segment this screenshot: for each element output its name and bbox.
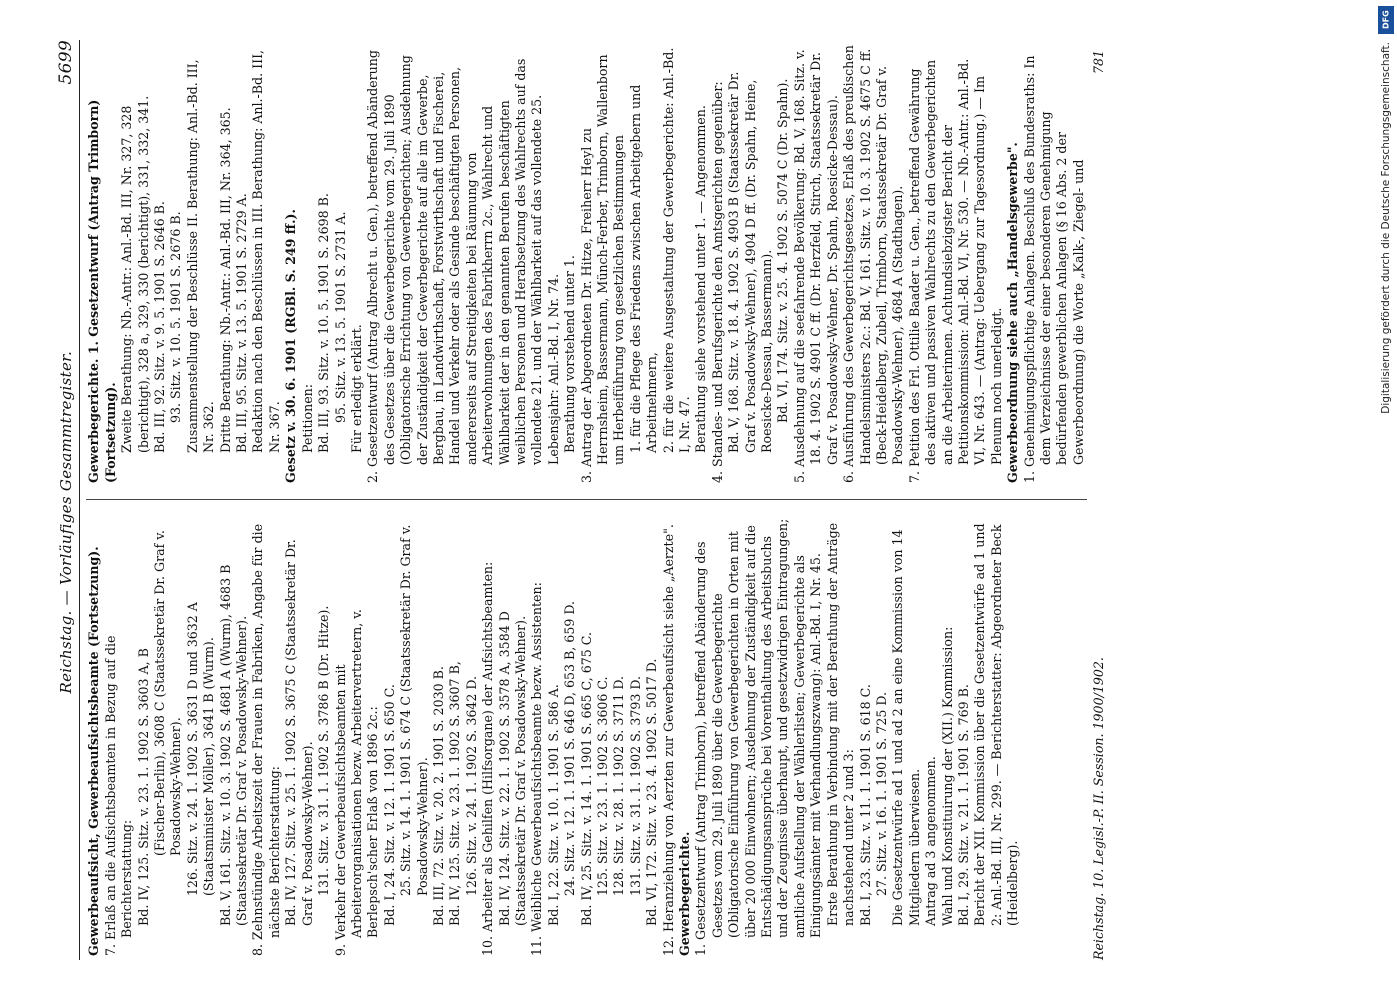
left-column-entry: Bd. I, 22. Sitz. v. 10. 1. 1901 S. 586 A. [545,684,561,926]
right-column-entry: 1. Genehmigungspflichtige Anlagen. Beschluß des Bundesraths: In dem Verzeichnisse der einer besonderen Genehmigung bedürfenden gewerblichen Anlagen (§ 16 Abs. 2 der Gewerbeordnung) die Worte „Kalk-, Ziegel- und [1021,55,1086,483]
left-column-entry: 11. Weibliche Gewerbeaufsichtsbeamte bezw. Assistenten: [529,582,545,956]
left-column-entry: (Fischer-Berlin), 3608 C (Staatssekretär Dr. Graf v. Posadowsky-Wehner). [152,530,184,856]
left-column-entry: Bd. I, 23. Sitz. v. 11. 1. 1901 S. 618 C. [857,684,873,926]
left-column-entry: 131. Sitz. v. 31. 1. 1902 S. 3786 B (Dr. Hitze). [316,605,332,896]
left-column-entry: 10. Arbeiter als Gehilfen (Hilfsorgane) der Aufsichtsbeamten: [480,561,496,956]
left-column-entry: Gewerbegerichte. [677,831,693,956]
right-column-entry: 4. Standes- und Berufsgerichte den Amtsgerichten gegenüber: [709,81,725,483]
left-column-entry: Bd. III, 72. Sitz. v. 20. 2. 1901 S. 2030 B. [430,666,446,926]
dfg-side-strip [1375,0,1397,1000]
left-column-entry: Bd. IV, 127. Sitz. v. 25. 1. 1902 S. 3675 C (Staatssekretär Dr. Graf v. Posadowsky-Wehner). [283,539,315,926]
left-column-entry: Bd. IV, 25. Sitz. v. 14. 1. 1901 S. 665 C, 675 C. [578,632,594,926]
left-column-entry: Erste Berathung in Verbindung mit der Berathung der Anträge nachstehend unter 2 und 3: [824,522,857,926]
page-header [58,40,80,960]
left-column-entry: 12. Heranziehung von Aerzten zur Gewerbeaufsicht siehe „Aerzte". [660,524,676,956]
left-column-entry: 25. Sitz. v. 14. 1. 1901 S. 674 C (Staatssekretär Dr. Graf v. Posadowsky-Wehner). [398,524,430,896]
document-page [30,0,1370,1000]
right-column-entry: Gesetz v. 30. 6. 1901 (RGBl. S. 249 ff.). [283,209,299,483]
right-column-entry: Berathung siehe vorstehend unter 1. — Angenommen. [693,105,709,453]
left-column-entry: Antrag ad 3 angenommen. [923,756,939,926]
text-columns [86,40,1087,960]
dfg-logo-icon: DFG [1378,6,1394,34]
right-column-entry: Gewerbeordnung siehe auch „Handelsgewerbe". [1005,142,1021,483]
right-column-entry: Zusammenstellung der Beschlüsse II. Berathung: Anl.-Bd. III, Nr. 362. [184,59,217,453]
right-column-entry: Bd. III, 95. Sitz. v. 13. 5. 1901 S. 2729 A. [234,193,250,453]
footer-session: Reichstag. 10. Legisl.-P. II. Session. 1900/1902. [1091,657,1107,960]
right-column-entry: Bd. VI, 174. Sitz. v. 25. 4. 1902 S. 5074 C (Dr. Spahn). [775,78,791,423]
right-column-entry: 6. Ausführung des Gewerbegerichtsgesetzes, Erlaß des preußischen Handelsministers 2c.: Bd. V, 161. Sitz. v. 10. 3. 1902 S. 4675 C ff. (Beck-Heidelberg, Zubeil, Trimborn, Staatssekretär Dr. Graf v. Posadowsky-Wehner), 4684 A (Stadthagen). [841,45,906,483]
left-column-entry: 24. Sitz. v. 12. 1. 1901 S. 646 D, 653 B, 659 D. [562,601,578,896]
right-column-entry: 3. Antrag der Abgeordneten Dr. Hitze, Freiherr Heyl zu Herrnsheim, Bassermann, Münch-Ferber, Trimborn, Wallenborn um Herbeiführung von gesetzlichen Bestimmungen [578,54,627,483]
left-column [86,500,1087,960]
left-column-entry: Bd. IV, 124. Sitz. v. 22. 1. 1902 S. 3578 A, 3584 D (Staatssekretär Dr. Graf v. Posadowsky-Wehner). [496,611,528,926]
left-column-entry: 1. Gesetzentwurf (Antrag Trimborn), betreffend Abänderung des Gesetzes vom 29. Juli 1890 über die Gewerbegerichte (Obligatorische Einführung von Gewerbegerichten in Orten mit über 20 000 Einwohnern; Ausdehnung der Zuständigkeit auf die Entschädigungsansprüche bei Vorenthaltung des Arbeitsbuchs und der Zeugnisse überhaupt, und gesetzwidrigen Eintragungen; amtliche Aufstellung der Wählerlisten; Gewerbegerichte als Einigungsämter mit Verhandlungszwang): Anl.-Bd. I, Nr. 45. [693,518,824,956]
right-column-entry: Zweite Berathung: Nb.-Antr.: Anl.-Bd. III, Nr. 327, 328 (berichtigt), 328 a, 329, 330 (berichtigt), 331, 332, 341. [119,95,151,453]
left-column-entry: Bd. IV, 125. Sitz. v. 23. 1. 1902 S. 3607 B, [447,661,463,926]
left-column-entry: Wahl und Konstituirung der (XII.) Kommission: [939,626,955,926]
page-number: 5699 [56,40,76,85]
right-column-entry: 2. für die weitere Ausgestaltung der Gewerbegerichte: Anl.-Bd. I, Nr. 47. [660,47,693,453]
left-column-entry: Bd. I, 24. Sitz. v. 12. 1. 1901 S. 650 C. [381,684,397,926]
right-column-entry: Bd. III, 92. Sitz. v. 9. 5. 1901 S. 2646 B. [152,201,168,453]
left-column-entry: 27. Sitz. v. 16. 1. 1901 S. 725 D. [873,692,889,896]
left-column-entry: Bd. I, 29. Sitz. v. 21. 1. 1901 S. 769 B. [955,684,971,926]
left-column-entry: Die Gesetzentwürfe ad 1 und ad 2 an eine Kommission von 14 Mitgliedern überwiesen. [890,529,922,926]
page-title: Reichstag. — Vorläufiges Gesammtregister. [57,350,75,694]
right-column-entry: 95. Sitz. v. 13. 5. 1901 S. 2731 A. [332,211,348,423]
left-column-entry: Gewerbeaufsicht, Gewerbeaufsichtsbeamte (Fortsetzung). [86,546,102,956]
left-column-entry: 128. Sitz. v. 28. 1. 1902 S. 3711 D. [611,675,627,896]
dfg-credit-text: Digitalisierung gefördert durch die Deutsche Forschungsgemeinschaft. [1380,42,1392,414]
left-column-entry: 125. Sitz. v. 23. 1. 1902 S. 3606 C. [595,676,610,896]
footer-signature: 781 [1091,50,1107,75]
left-column-entry: 126. Sitz. v. 24. 1. 1902 S. 3631 D und 3632 A (Staatsminister Möller), 3641 B (Wurm). [184,602,217,896]
left-column-entry: Bd. IV, 125. Sitz. v. 23. 1. 1902 S. 3603 A, B [135,648,151,926]
left-column-entry: 126. Sitz. v. 24. 1. 1902 S. 3642 D. [463,675,479,896]
right-column-entry: 2. Gesetzentwurf (Antrag Albrecht u. Gen.), betreffend Abänderung des Gesetzes über die Gewerbegerichte vom 29. Juli 1890 (Obligatorische Errichtung von Gewerbegerichten; Ausdehnung der Zuständigkeit der Gewerbegerichte auf alle im Gewerbe, Bergbau, in Landwirthschaft, Forstwirthschaft und Fischerei, Handel und Verkehr oder als Gesinde beschäftigten Personen, andererseits auf Streitigkeiten bei Räumung von Arbeiterwohnungen des Fabrikherrn 2c., Wahlrecht und Wählbarkeit der in den genannten Berufen beschäftigten weiblichen Personen und Herabsetzung des Wahlrechts auf das vollendete 21. und der Wählbarkeit auf das vollendete 25. Lebensjahr: Anl.-Bd. I, Nr. 74. [365,50,561,483]
right-column-entry: Für erledigt erklärt. [348,324,364,453]
right-column-entry: 93. Sitz. v. 10. 5. 1901 S. 2676 B. [168,211,184,423]
left-column-entry: Bd. VI, 172. Sitz. v. 23. 4. 1902 S. 5017 D. [644,658,660,926]
left-column-entry: 8. Zehnstündige Arbeitszeit der Frauen in Fabriken, Angabe für die nächste Berichterstattung: [250,523,282,956]
right-column-entry: 7. Petition des Frl. Ottilie Baader u. Gen., betreffend Gewährung des aktiven und passiven Wahlrechts zu den Gewerbegerichten an die Arbeiterinnen. Achtundsiebzigster Bericht der Petitionskommission: Anl.-Bd. VI, Nr. 530. — Nb.-Antr.: Anl.-Bd. VI, Nr. 643. — (Antrag: Uebergang zur Tagesordnung.) — Im Plenum noch unerledigt. [906,58,1004,483]
right-column-entry: Petitionen: [299,383,315,453]
right-column-entry: Bd. V, 168. Sitz. v. 18. 4. 1902 S. 4903 B (Staatssekretär Dr. Graf v. Posadowsky-Wehner), 4904 D ff. (Dr. Spahn, Heine, Roesicke-Dessau, Bassermann). [726,71,775,453]
right-column-entry: Gewerbegerichte. 1. Gesetzentwurf (Antrag Trimborn) (Fortsetzung). [86,99,118,483]
left-column-entry: 131. Sitz. v. 31. 1. 1902 S. 3793 D. [627,675,643,896]
left-column-entry: 9. Verkehr der Gewerbeaufsichtsbeamten mit Arbeiterorganisationen bezw. Arbeitervertretern, v. Berlepsch'scher Erlaß von 1896 2c.: [332,609,381,956]
right-column-entry: 1. für die Pflege des Friedens zwischen Arbeitgebern und Arbeitnehmern, [627,84,660,453]
right-column-entry: Redaktion nach den Beschlüssen in III. Berathung: Anl.-Bd. III, Nr. 367. [250,49,282,453]
right-column-entry: 5. Ausdehnung auf die seefahrende Bevölkerung: Bd. V, 168. Sitz. v. 18. 4. 1902 S. 4901 C ff. (Dr. Herzfeld, Stirch, Staatssekretär Dr. Graf v. Posadowsky-Wehner, Dr. Spahn, Roesicke-Dessau). [791,49,840,483]
left-column-entry: Bd. V, 161. Sitz. v. 10. 3. 1902 S. 4681 A (Wurm), 4683 B (Staatssekretär Dr. Graf v. Posadowsky-Wehner). [217,564,250,926]
right-column-entry: Bd. III, 93. Sitz. v. 10. 5. 1901 S. 2698 B. [316,193,332,453]
left-column-entry: Bericht der XII. Kommission über die Gesetzentwürfe ad 1 und 2: Anl.-Bd. III, Nr. 299. — Berichterstatter: Abgeordneter Beck (Heidelberg). [972,523,1021,926]
right-column-entry: Berathung vorstehend unter 1. [562,255,578,453]
right-column-entry: Dritte Berathung: Nb.-Antr.: Anl.-Bd. III, Nr. 364, 365. [217,107,233,453]
right-column [86,40,1087,500]
left-column-entry: 7. Erlaß an die Aufsichtsbeamten in Bezug auf die Berichterstattung: [102,635,135,956]
page-footer [1091,40,1107,960]
